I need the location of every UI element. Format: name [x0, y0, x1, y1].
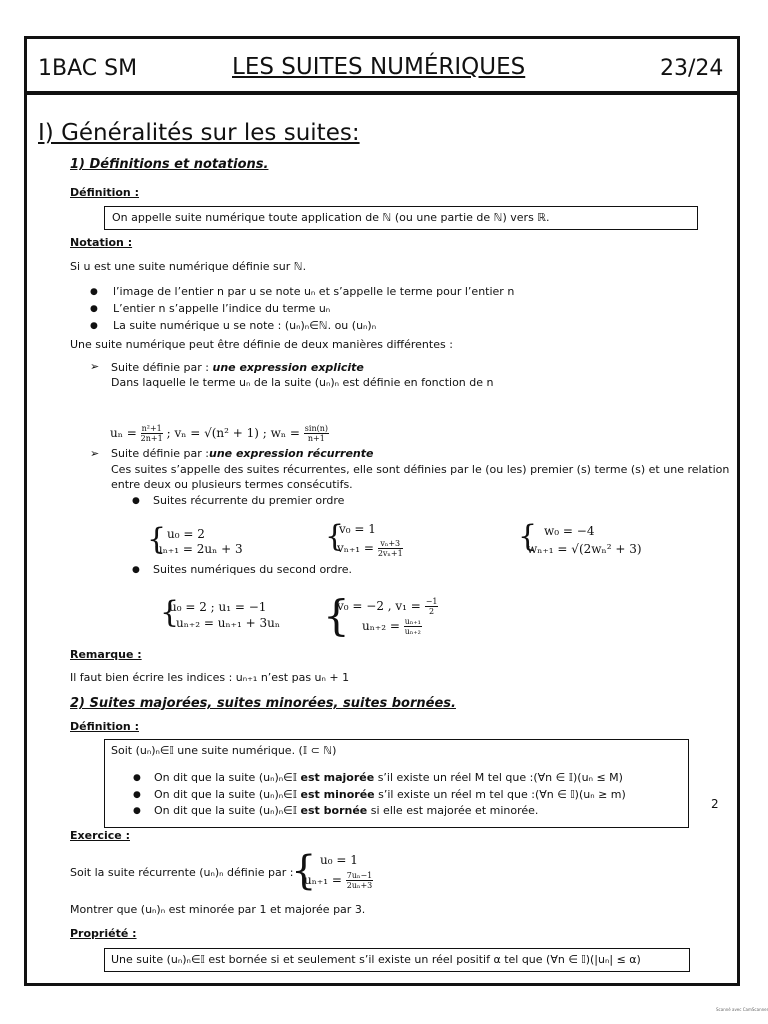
subsection-title-2: 2) Suites majorées, suites minorées, suites bornées. — [70, 696, 456, 711]
notation-label: Notation : — [70, 236, 133, 249]
definition-text: On appelle suite numérique toute application de ℕ (ou une partie de ℕ) vers ℝ. — [112, 211, 550, 224]
remark-text: Il faut bien écrire les indices : uₙ₊₁ n’est pas uₙ + 1 — [70, 671, 350, 684]
bullet-icon: ● — [90, 321, 98, 331]
bullet-icon: ● — [90, 304, 98, 314]
section-title: I) Généralités sur les suites: — [38, 120, 360, 146]
arrow-icon: ➢ — [90, 447, 100, 460]
notation-item-1: l’image de l’entier n par u se note uₙ et s’appelle le terme pour l’entier n — [113, 285, 515, 298]
header-divider — [24, 91, 740, 95]
bullet-icon: ● — [133, 806, 141, 816]
brace-icon: { — [160, 595, 180, 630]
page-frame — [24, 36, 740, 986]
property-label: Propriété : — [70, 927, 137, 940]
exercise-label: Exercice : — [70, 829, 130, 842]
system-5-line-2: uₙ₊₂ = $\frac{\text{uₙ₊₁}}{\text{uₙ₊₂}}$ — [362, 617, 421, 636]
recurrent-desc-1: Ces suites s’appelle des suites récurrentes, elle sont définies par le (ou les) premier (s) terme (s) et une relation — [111, 463, 730, 476]
formula-w-fraction: $\frac{\sin(n)}{n+1}$ — [304, 424, 328, 443]
remark-label: Remarque : — [70, 648, 142, 661]
system-2-line-2: vₙ₊₁ = $\frac{\text{vₙ+3}}{\text{2vₙ+1}}$ — [337, 539, 403, 558]
notation-item-2: L’entier n s’appelle l’indice du terme uₙ — [113, 302, 331, 315]
arrow-icon: ➢ — [90, 360, 100, 373]
recurrent-prefix: Suite définie par : — [111, 447, 210, 460]
brace-icon: { — [518, 519, 538, 554]
explicit-prefix: Suite définie par : — [111, 361, 213, 374]
explicit-emphasis: une expression explicite — [212, 361, 364, 374]
recurrent-emphasis: une expression récurrente — [209, 447, 374, 460]
bullet-icon: ● — [132, 565, 140, 575]
page-number: 2 — [711, 797, 719, 811]
system-4-line-2: uₙ₊₂ = uₙ₊₁ + 3uₙ — [176, 616, 281, 630]
bullet-icon: ● — [132, 496, 140, 506]
recurrent-desc-2: entre deux ou plusieurs termes consécutifs. — [111, 478, 353, 491]
system-3-line-1: w₀ = −4 — [544, 524, 595, 538]
system-4-line-1: u₀ = 2 ; u₁ = −1 — [169, 600, 267, 614]
system-5-line-1: v₀ = −2 , v₁ = $\frac{-1}{2}$ — [337, 597, 438, 616]
exercise-text: Soit la suite récurrente (uₙ)ₙ définie par : — [70, 866, 294, 879]
bullet-icon: ● — [133, 790, 141, 800]
recurrent-line — [111, 447, 373, 460]
system-1-line-2: uₙ₊₁ = 2uₙ + 3 — [155, 542, 243, 556]
exercise-task: Montrer que (uₙ)ₙ est minorée par 1 et majorée par 3. — [70, 903, 366, 916]
bullet-icon: ● — [90, 287, 98, 297]
minoree-item: On dit que la suite (uₙ)ₙ∈𝕀 est minorée s’il existe un réel m tel que :(∀n ∈ 𝕀)(uₙ ≥ m) — [154, 788, 626, 801]
notation-intro: Si u est une suite numérique définie sur ℕ. — [70, 260, 307, 273]
bounded-intro: Soit (uₙ)ₙ∈𝕀 une suite numérique. (𝕀 ⊂ ℕ) — [111, 744, 337, 757]
formula-v-w: ; vₙ = √(n² + 1) ; wₙ = — [162, 426, 304, 440]
exercise-system-line-1: u₀ = 1 — [320, 853, 358, 867]
formula-u-label: uₙ = — [110, 426, 141, 440]
system-3-line-2: wₙ₊₁ = √(2wₙ² + 3) — [527, 542, 642, 556]
school-year: 23/24 — [660, 56, 724, 81]
brace-icon: { — [291, 848, 317, 894]
second-order-label: Suites numériques du second ordre. — [153, 563, 353, 576]
scanner-watermark: Scanné avec CamScanner — [716, 1007, 768, 1012]
definition-label: Définition : — [70, 186, 139, 199]
property-text: Une suite (uₙ)ₙ∈𝕀 est bornée si et seulement s’il existe un réel positif α tel que (∀n ∈ 𝕀)(|uₙ| ≤ α) — [111, 953, 641, 966]
notation-item-3: La suite numérique u se note : (uₙ)ₙ∈ℕ. ou (uₙ)ₙ — [113, 319, 377, 332]
system-5-fraction-2: $\frac{\text{uₙ₊₁}}{\text{uₙ₊₂}}$ — [404, 617, 421, 636]
bornee-item: On dit que la suite (uₙ)ₙ∈𝕀 est bornée si elle est majorée et minorée. — [154, 804, 539, 817]
exercise-system-line-2: uₙ₊₁ = $\frac{\text{7uₙ−1}}{\text{2uₙ+3}}$ — [304, 871, 373, 890]
system-2-line-1: v₀ = 1 — [339, 522, 376, 536]
exercise-fraction: $\frac{\text{7uₙ−1}}{\text{2uₙ+3}}$ — [346, 871, 373, 890]
subsection-title-1: 1) Définitions et notations. — [70, 157, 269, 172]
definition-label-2: Définition : — [70, 720, 139, 733]
brace-icon: { — [323, 591, 350, 640]
first-order-label: Suites récurrente du premier ordre — [153, 494, 345, 507]
bullet-icon: ● — [133, 773, 141, 783]
page-title: LES SUITES NUMÉRIQUES — [232, 54, 526, 80]
explicit-formulas — [110, 424, 329, 443]
majoree-item: On dit que la suite (uₙ)ₙ∈𝕀 est majorée s’il existe un réel M tel que :(∀n ∈ 𝕀)(uₙ ≤ M) — [154, 771, 623, 784]
explicit-description: Dans laquelle le terme uₙ de la suite (uₙ)ₙ est définie en fonction de n — [111, 376, 494, 389]
brace-icon: { — [147, 522, 167, 557]
class-level: 1BAC SM — [38, 56, 138, 81]
formula-u-fraction: $\frac{\text{n²+1}}{2n+1}$ — [140, 424, 163, 443]
two-ways-text: Une suite numérique peut être définie de deux manières différentes : — [70, 338, 453, 351]
explicit-line — [111, 361, 364, 374]
brace-icon: { — [325, 519, 345, 554]
system-5-fraction-1: $\frac{-1}{2}$ — [425, 597, 438, 616]
system-1-line-1: u₀ = 2 — [167, 527, 205, 541]
system-2-fraction: $\frac{\text{vₙ+3}}{\text{2vₙ+1}}$ — [377, 539, 403, 558]
